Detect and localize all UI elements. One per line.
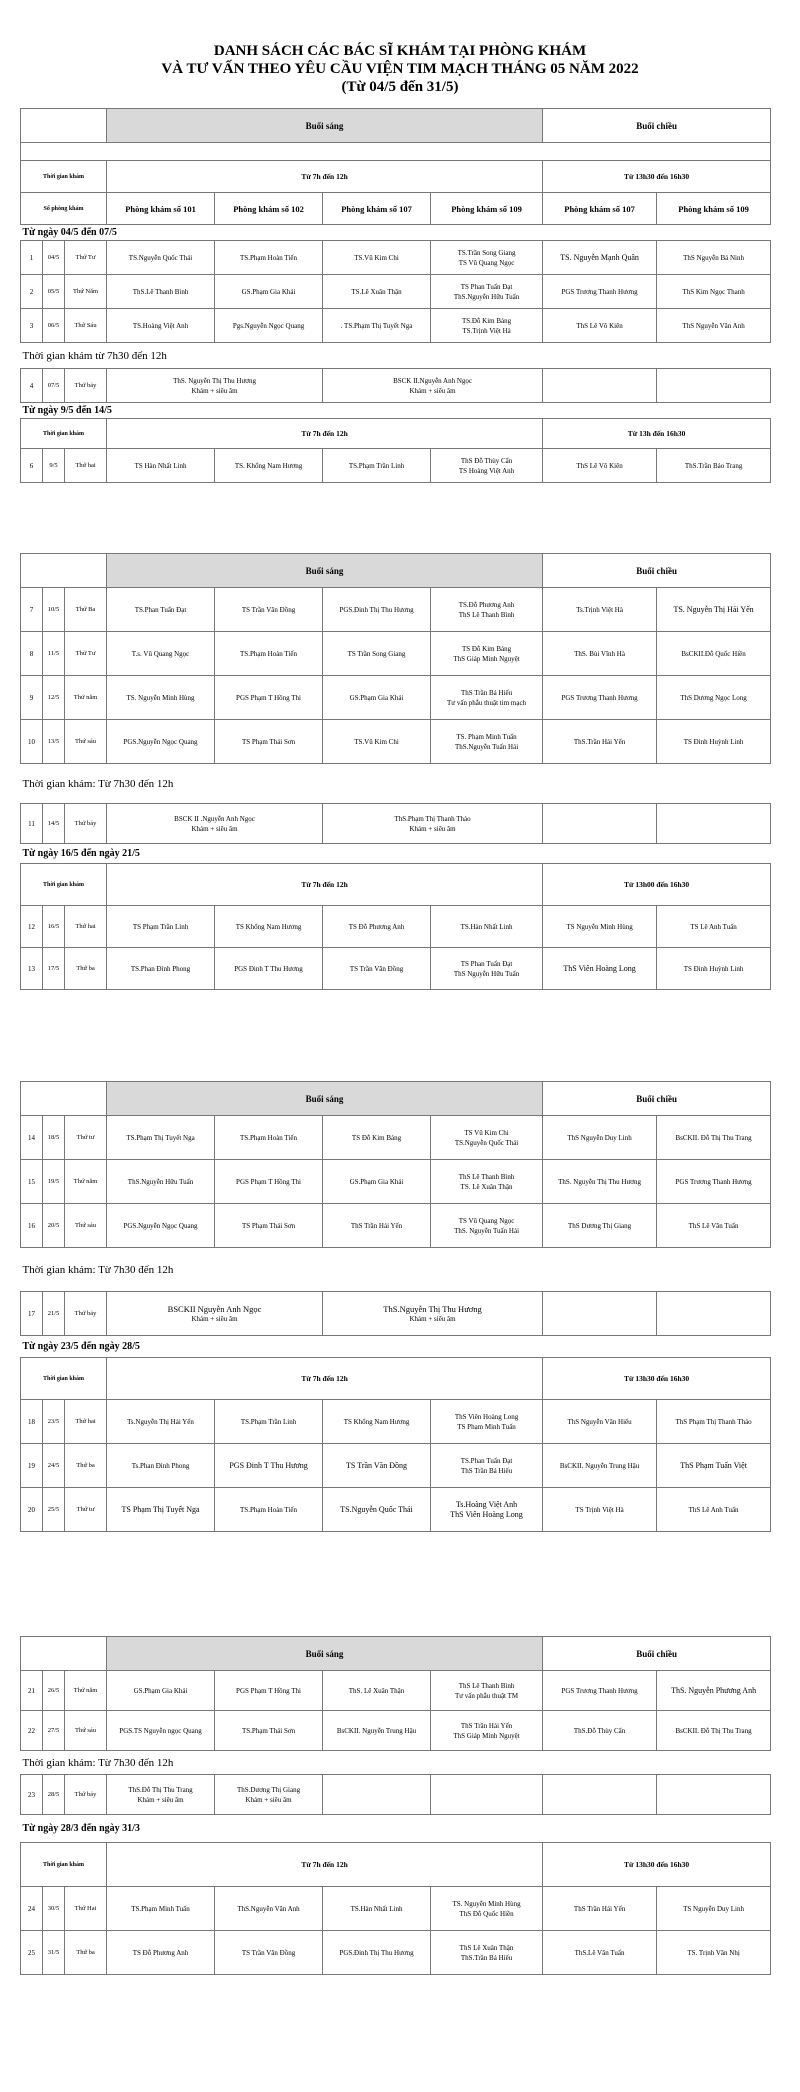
- clinic-header: Phòng khám số 101: [107, 193, 215, 225]
- clinic-header: Phòng khám số 109: [657, 193, 771, 225]
- row-number: 6: [21, 449, 43, 483]
- doctor-cell: ThS.Trần Bảo Trang: [657, 449, 771, 483]
- schedule-table-1: [20, 108, 771, 483]
- row-weekday: Thứ sáu: [65, 720, 107, 764]
- doctor-cell: ThS Lê Võ Kiên: [543, 449, 657, 483]
- doctor-cell: PGS Phạm T Hồng Thi: [215, 1160, 323, 1204]
- row-number: 12: [21, 906, 43, 948]
- row-weekday: Thứ năm: [65, 1671, 107, 1711]
- row-number: 4: [21, 369, 43, 403]
- row-date: 21/5: [43, 1292, 65, 1336]
- doctor-cell: GS.Phạm Gia Khải: [107, 1671, 215, 1711]
- doctor-cell: ThS Nguyễn Văn Anh: [657, 309, 771, 343]
- row-number: 18: [21, 1400, 43, 1444]
- row-date: 19/5: [43, 1160, 65, 1204]
- empty-cell: [543, 369, 657, 403]
- title-line-3: (Từ 04/5 đến 31/5): [341, 79, 459, 95]
- row-weekday: Thứ Ba: [65, 588, 107, 632]
- doctor-cell: TS.Đỗ Phương Anh ThS Lê Thanh Bình: [431, 588, 543, 632]
- row-number: 9: [21, 676, 43, 720]
- doctor-cell: TS.Lê Xuân Thận: [323, 275, 431, 309]
- row-date: 30/5: [43, 1887, 65, 1931]
- doctor-cell: TS.Phan Tuấn Đạt: [107, 588, 215, 632]
- doctor-cell: TS Vũ Quang Ngọc ThS. Nguyễn Tuấn Hải: [431, 1204, 543, 1248]
- afternoon-header: Buổi chiều: [543, 1637, 771, 1671]
- row-date: 23/5: [43, 1400, 65, 1444]
- doctor-cell: TS Trần Văn Đồng: [323, 1444, 431, 1488]
- doctor-cell: TS Nguyễn Minh Hùng: [543, 906, 657, 948]
- pm-hours: Từ 13h00 đến 16h30: [543, 864, 771, 906]
- row-date: 12/5: [43, 676, 65, 720]
- empty-cell: [543, 804, 657, 844]
- empty-cell: [543, 1292, 657, 1336]
- row-weekday: Thứ bảy: [65, 1292, 107, 1336]
- row-number: 22: [21, 1711, 43, 1751]
- row-number: 16: [21, 1204, 43, 1248]
- doctor-cell: ThS Lê Thanh Bình TS. Lê Xuân Thận: [431, 1160, 543, 1204]
- doctor-cell: TS.Phạm Hoàn Tiến: [215, 1488, 323, 1532]
- doctor-cell: . TS.Phạm Thị Tuyết Nga: [323, 309, 431, 343]
- am-hours: Từ 7h đến 12h: [107, 1358, 543, 1400]
- doctor-cell: TS Đỗ Phương Anh: [107, 1931, 215, 1975]
- afternoon-header: Buổi chiều: [543, 109, 771, 143]
- doctor-cell: TS.Phạm Trần Linh: [323, 449, 431, 483]
- exam-time-note: Thời gian khám: Từ 7h30 đến 12h: [22, 1263, 174, 1276]
- doctor-cell: TS Phan Tuấn Đạt ThS.Nguyễn Hữu Tuấn: [431, 275, 543, 309]
- doctor-cell: BsCKII. Đỗ Thị Thu Trang: [657, 1116, 771, 1160]
- doctor-cell: ThS Trần Hải Yến: [323, 1204, 431, 1248]
- empty-cell: [431, 1775, 543, 1815]
- time-label: Thời gian khám: [21, 1843, 107, 1887]
- doctor-cell: Ts.Nguyễn Thị Hải Yến: [107, 1400, 215, 1444]
- doctor-cell: TS. Khổng Nam Hương: [215, 449, 323, 483]
- doctor-cell: ThS.Lê Thanh Bình: [107, 275, 215, 309]
- doctor-cell: TS.Nguyễn Quốc Thái: [107, 241, 215, 275]
- row-date: 16/5: [43, 906, 65, 948]
- row-number: 24: [21, 1887, 43, 1931]
- doctor-cell: TS.Vũ Kim Chi: [323, 720, 431, 764]
- row-date: 28/5: [43, 1775, 65, 1815]
- doctor-cell: ThS Lê Văn Tuấn: [657, 1204, 771, 1248]
- row-date: 14/5: [43, 804, 65, 844]
- doctor-cell: GS.Phạm Gia Khải: [323, 1160, 431, 1204]
- pm-hours: Từ 13h30 đến 16h30: [543, 161, 771, 193]
- schedule-table-4: [20, 1636, 771, 1975]
- doctor-cell: ThS Dương Ngọc Long: [657, 676, 771, 720]
- row-number: 3: [21, 309, 43, 343]
- row-date: 27/5: [43, 1711, 65, 1751]
- doctor-cell: ThS.Phạm Thị Thanh Thảo Khám + siêu âm: [323, 804, 543, 844]
- doctor-cell: TS.Phan Tuấn Đạt ThS Trần Bá Hiếu: [431, 1444, 543, 1488]
- row-weekday: Thứ Hai: [65, 1887, 107, 1931]
- doctor-cell: ThS. Bùi Vĩnh Hà: [543, 632, 657, 676]
- doctor-cell: TS Hàn Nhất Linh: [107, 449, 215, 483]
- corner-cell: [21, 1082, 107, 1116]
- doctor-cell: ThS Trần Bá Hiếu Tư vấn phẫu thuật tim mạch: [431, 676, 543, 720]
- exam-time-note: Thời gian khám từ 7h30 đến 12h: [22, 349, 167, 362]
- doctor-cell: ThS. Nguyễn Thị Thu Hương Khám + siêu âm: [107, 369, 323, 403]
- empty-cell: [543, 1775, 657, 1815]
- doctor-cell: ThS.Lê Văn Tuấn: [543, 1931, 657, 1975]
- schedule-table-3: [20, 1081, 771, 1532]
- doctor-cell: ThS.Trần Hải Yến: [543, 720, 657, 764]
- doctor-cell: TS.Phan Đình Phong: [107, 948, 215, 990]
- row-number: 2: [21, 275, 43, 309]
- row-date: 05/5: [43, 275, 65, 309]
- empty-cell: [657, 804, 771, 844]
- doctor-cell: ThS Lê Võ Kiên: [543, 309, 657, 343]
- doctor-cell: TS Đỗ Kim Bảng ThS Giáp Minh Nguyệt: [431, 632, 543, 676]
- doctor-cell: TS.Trần Song Giang TS Vũ Quang Ngọc: [431, 241, 543, 275]
- document-title: [0, 0, 800, 96]
- doctor-cell: TS Phạm Thị Tuyết Nga: [107, 1488, 215, 1532]
- doctor-cell: BsCKII. Đỗ Thị Thu Trang: [657, 1711, 771, 1751]
- row-number: 8: [21, 632, 43, 676]
- row-weekday: Thứ sáu: [65, 1204, 107, 1248]
- doctor-cell: GS.Phạm Gia Khải: [323, 676, 431, 720]
- time-label: Thời gian khám: [21, 419, 107, 449]
- row-date: 24/5: [43, 1444, 65, 1488]
- doctor-cell: TS Đỗ Kim Bảng: [323, 1116, 431, 1160]
- doctor-cell: TS Vũ Kim Chi TS.Nguyễn Quốc Thái: [431, 1116, 543, 1160]
- row-date: 31/5: [43, 1931, 65, 1975]
- doctor-cell: ThS. Lê Xuân Thận: [323, 1671, 431, 1711]
- row-weekday: Thứ hai: [65, 1400, 107, 1444]
- morning-header: Buổi sáng: [107, 1637, 543, 1671]
- doctor-cell: TS Trần Văn Đồng: [215, 1931, 323, 1975]
- morning-header: Buổi sáng: [107, 554, 543, 588]
- doctor-cell: BSCKII Nguyễn Anh Ngọc Khám + siêu âm: [107, 1292, 323, 1336]
- doctor-cell: ThS Viên Hoàng Long TS Phạm Minh Tuấn: [431, 1400, 543, 1444]
- doctor-cell: BsCKII. Nguyễn Trung Hậu: [543, 1444, 657, 1488]
- doctor-cell: TS Đinh Huỳnh Linh: [657, 720, 771, 764]
- row-number: 11: [21, 804, 43, 844]
- doctor-cell: BSCK II .Nguyễn Anh Ngọc Khám + siêu âm: [107, 804, 323, 844]
- row-weekday: Thứ năm: [65, 676, 107, 720]
- row-weekday: Thứ Năm: [65, 275, 107, 309]
- doctor-cell: TS Đỗ Phương Anh: [323, 906, 431, 948]
- row-weekday: Thứ bảy: [65, 369, 107, 403]
- row-number: 15: [21, 1160, 43, 1204]
- doctor-cell: ThS Dương Thị Giang: [543, 1204, 657, 1248]
- doctor-cell: PGS.Nguyễn Ngọc Quang: [107, 720, 215, 764]
- doctor-cell: ThS.Đỗ Thùy Cẩn: [543, 1711, 657, 1751]
- schedule-page-4: [20, 1636, 770, 1975]
- doctor-cell: ThS Lê Thanh Bình Tư vấn phẫu thuật TM: [431, 1671, 543, 1711]
- doctor-cell: ThS Trần Hải Yến: [543, 1887, 657, 1931]
- doctor-cell: TS Trịnh Việt Hà: [543, 1488, 657, 1532]
- row-date: 11/5: [43, 632, 65, 676]
- doctor-cell: TS. Phạm Minh Tuấn ThS.Nguyễn Tuấn Hải: [431, 720, 543, 764]
- pm-hours: Từ 13h30 đến 16h30: [543, 1358, 771, 1400]
- doctor-cell: ThS Viên Hoàng Long: [543, 948, 657, 990]
- row-number: 10: [21, 720, 43, 764]
- doctor-cell: TS Trần Văn Đồng: [323, 948, 431, 990]
- doctor-cell: TS. Nguyễn Minh Hùng ThS Đỗ Quốc Hiền: [431, 1887, 543, 1931]
- doctor-cell: TS Đinh Huỳnh Linh: [657, 948, 771, 990]
- doctor-cell: ThS Trần Hải Yến ThS Giáp Minh Nguyệt: [431, 1711, 543, 1751]
- row-date: 18/5: [43, 1116, 65, 1160]
- row-number: 19: [21, 1444, 43, 1488]
- exam-time-note: Thời gian khám: Từ 7h30 đến 12h: [22, 777, 174, 790]
- corner-cell: [21, 1637, 107, 1671]
- doctor-cell: TS Trần Song Giang: [323, 632, 431, 676]
- doctor-cell: PGS Phạm T Hồng Thi: [215, 676, 323, 720]
- schedule-table-2: [20, 553, 771, 990]
- doctor-cell: TS. Trịnh Văn Nhị: [657, 1931, 771, 1975]
- doctor-cell: PGS.Đinh Thị Thu Hương: [323, 1931, 431, 1975]
- row-weekday: Thứ sáu: [65, 1711, 107, 1751]
- afternoon-header: Buổi chiều: [543, 554, 771, 588]
- clinic-header: Phòng khám số 102: [215, 193, 323, 225]
- doctor-cell: PGS.Nguyễn Ngọc Quang: [107, 1204, 215, 1248]
- row-date: 13/5: [43, 720, 65, 764]
- row-number: 13: [21, 948, 43, 990]
- time-label: Thời gian khám: [21, 1358, 107, 1400]
- am-hours: Từ 7h đến 12h: [107, 419, 543, 449]
- doctor-cell: ThS Đỗ Thùy Cẩn TS Hoàng Việt Anh: [431, 449, 543, 483]
- schedule-page-3: [20, 1081, 770, 1532]
- doctor-cell: TS Phan Tuấn Đạt ThS Nguyễn Hữu Tuấn: [431, 948, 543, 990]
- doctor-cell: Ts.Trịnh Việt Hà: [543, 588, 657, 632]
- pm-hours: Từ 13h đến 16h30: [543, 419, 771, 449]
- row-number: 7: [21, 588, 43, 632]
- row-number: 14: [21, 1116, 43, 1160]
- doctor-cell: T.s. Vũ Quang Ngọc: [107, 632, 215, 676]
- empty-cell: [657, 1775, 771, 1815]
- week-heading: Từ ngày 16/5 đến ngày 21/5: [22, 847, 140, 859]
- row-weekday: Thứ ba: [65, 948, 107, 990]
- row-date: 9/5: [43, 449, 65, 483]
- week-heading: Từ ngày 9/5 đến 14/5: [22, 404, 112, 416]
- doctor-cell: TS. Nguyễn Mạnh Quân: [543, 241, 657, 275]
- row-number: 21: [21, 1671, 43, 1711]
- clinic-header: Phòng khám số 109: [431, 193, 543, 225]
- afternoon-header: Buổi chiều: [543, 1082, 771, 1116]
- row-weekday: Thứ năm: [65, 1160, 107, 1204]
- row-weekday: Thứ bảy: [65, 804, 107, 844]
- doctor-cell: BSCK II.Nguyễn Anh Ngọc Khám + siêu âm: [323, 369, 543, 403]
- doctor-cell: TS.Hoàng Việt Anh: [107, 309, 215, 343]
- doctor-cell: ThS Phạm Thị Thanh Thảo: [657, 1400, 771, 1444]
- doctor-cell: ThS Nguyễn Bá Ninh: [657, 241, 771, 275]
- doctor-cell: ThS.Nguyễn Văn Anh: [215, 1887, 323, 1931]
- doctor-cell: ThS. Nguyễn Thị Thu Hương: [543, 1160, 657, 1204]
- row-date: 17/5: [43, 948, 65, 990]
- morning-header: Buổi sáng: [107, 109, 543, 143]
- pm-hours: Từ 13h30 đến 16h30: [543, 1843, 771, 1887]
- doctor-cell: ThS.Đỗ Thị Thu Trang Khám + siêu âm: [107, 1775, 215, 1815]
- empty-cell: [657, 1292, 771, 1336]
- doctor-cell: ThS Lê Xuân Thận ThS.Trần Bá Hiếu: [431, 1931, 543, 1975]
- title-line-2: VÀ TƯ VẤN THEO YÊU CẦU VIỆN TIM MẠCH THÁNG 05 NĂM 2022: [161, 61, 639, 77]
- morning-header: Buổi sáng: [107, 1082, 543, 1116]
- row-weekday: Thứ ba: [65, 1444, 107, 1488]
- am-hours: Từ 7h đến 12h: [107, 864, 543, 906]
- row-weekday: Thứ tư: [65, 1488, 107, 1532]
- doctor-cell: TS Nguyễn Duy Linh: [657, 1887, 771, 1931]
- doctor-cell: TS Khổng Nam Hương: [215, 906, 323, 948]
- doctor-cell: GS.Phạm Gia Khải: [215, 275, 323, 309]
- doctor-cell: PGS Trương Thanh Hương: [543, 275, 657, 309]
- schedule-page-1: [20, 108, 770, 483]
- doctor-cell: ThS Phạm Tuấn Việt: [657, 1444, 771, 1488]
- doctor-cell: TS.Hàn Nhất Linh: [323, 1887, 431, 1931]
- time-label: Thời gian khám: [21, 864, 107, 906]
- corner-cell: [21, 554, 107, 588]
- doctor-cell: TS Khổng Nam Hương: [323, 1400, 431, 1444]
- doctor-cell: ThS Nguyễn Duy Linh: [543, 1116, 657, 1160]
- row-date: 25/5: [43, 1488, 65, 1532]
- doctor-cell: ThS. Nguyễn Phương Anh: [657, 1671, 771, 1711]
- doctor-cell: TS.Phạm Hoàn Tiến: [215, 241, 323, 275]
- schedule-page-2: [20, 553, 770, 990]
- doctor-cell: BsCKII.Đỗ Quốc Hiền: [657, 632, 771, 676]
- week-heading: Từ ngày 04/5 đến 07/5: [22, 226, 117, 238]
- row-weekday: Thứ Sáu: [65, 309, 107, 343]
- row-weekday: Thứ hai: [65, 906, 107, 948]
- row-number: 1: [21, 241, 43, 275]
- corner-cell: [21, 109, 107, 143]
- row-number: 25: [21, 1931, 43, 1975]
- doctor-cell: TS.Phạm Thái Sơn: [215, 1711, 323, 1751]
- row-date: 04/5: [43, 241, 65, 275]
- doctor-cell: TS Trần Văn Đồng: [215, 588, 323, 632]
- doctor-cell: Ts.Hoàng Việt Anh ThS Viên Hoàng Long: [431, 1488, 543, 1532]
- doctor-cell: TS.Nguyễn Quốc Thái: [323, 1488, 431, 1532]
- time-label: Thời gian khám: [21, 161, 107, 193]
- doctor-cell: TS. Nguyễn Thị Hải Yến: [657, 588, 771, 632]
- doctor-cell: TS Phạm Thái Sơn: [215, 1204, 323, 1248]
- doctor-cell: TS.Hàn Nhất Linh: [431, 906, 543, 948]
- doctor-cell: ThS.Nguyễn Thị Thu Hương Khám + siêu âm: [323, 1292, 543, 1336]
- doctor-cell: TS.Phạm Hoàn Tiến: [215, 1116, 323, 1160]
- doctor-cell: Ts.Phan Đình Phong: [107, 1444, 215, 1488]
- doctor-cell: ThS Lê Anh Tuấn: [657, 1488, 771, 1532]
- empty-cell: [323, 1775, 431, 1815]
- am-hours: Từ 7h đến 12h: [107, 161, 543, 193]
- title-line-1: DANH SÁCH CÁC BÁC SĨ KHÁM TẠI PHÒNG KHÁM: [213, 43, 587, 59]
- row-number: 20: [21, 1488, 43, 1532]
- doctor-cell: TS.Đỗ Kim Bảng TS.Trịnh Việt Hà: [431, 309, 543, 343]
- doctor-cell: PGS.Đinh Thị Thu Hương: [323, 588, 431, 632]
- doctor-cell: PGS Đinh T Thu Hương: [215, 1444, 323, 1488]
- clinic-header: Phòng khám số 107: [323, 193, 431, 225]
- row-weekday: Thứ tư: [65, 1116, 107, 1160]
- doctor-cell: TS.Vũ Kim Chi: [323, 241, 431, 275]
- doctor-cell: PGS Đinh T Thu Hương: [215, 948, 323, 990]
- doctor-cell: TS Phạm Thái Sơn: [215, 720, 323, 764]
- doctor-cell: PGS Trương Thanh Hương: [543, 1671, 657, 1711]
- doctor-cell: TS Phạm Trần Linh: [107, 906, 215, 948]
- row-date: 10/5: [43, 588, 65, 632]
- doctor-cell: TS.Phạm Thị Tuyết Nga: [107, 1116, 215, 1160]
- row-date: 07/5: [43, 369, 65, 403]
- exam-time-note: Thời gian khám: Từ 7h30 đến 12h: [22, 1756, 174, 1769]
- row-weekday: Thứ Tư: [65, 632, 107, 676]
- doctor-cell: Pgs.Nguyễn Ngọc Quang: [215, 309, 323, 343]
- doctor-cell: BsCKII. Nguyễn Trung Hậu: [323, 1711, 431, 1751]
- am-hours: Từ 7h đến 12h: [107, 1843, 543, 1887]
- doctor-cell: PGS.TS Nguyễn ngọc Quang: [107, 1711, 215, 1751]
- doctor-cell: PGS Trương Thanh Hương: [657, 1160, 771, 1204]
- doctor-cell: ThS.Nguyễn Hữu Tuấn: [107, 1160, 215, 1204]
- clinic-label: Số phòng khám: [21, 193, 107, 225]
- doctor-cell: TS. Nguyễn Minh Hùng: [107, 676, 215, 720]
- doctor-cell: TS.Phạm Trần Linh: [215, 1400, 323, 1444]
- doctor-cell: ThS Kim Ngọc Thanh: [657, 275, 771, 309]
- row-weekday: Thứ bảy: [65, 1775, 107, 1815]
- row-date: 06/5: [43, 309, 65, 343]
- row-weekday: Thứ Tư: [65, 241, 107, 275]
- doctor-cell: PGS Trương Thanh Hương: [543, 676, 657, 720]
- week-heading: Từ ngày 23/5 đến ngày 28/5: [22, 1340, 140, 1352]
- row-date: 20/5: [43, 1204, 65, 1248]
- doctor-cell: TS.Phạm Minh Tuấn: [107, 1887, 215, 1931]
- doctor-cell: ThS.Dương Thị Giang Khám + siêu âm: [215, 1775, 323, 1815]
- spacer-row: [21, 143, 771, 161]
- doctor-cell: TS Lê Anh Tuấn: [657, 906, 771, 948]
- clinic-header: Phòng khám số 107: [543, 193, 657, 225]
- row-date: 26/5: [43, 1671, 65, 1711]
- row-weekday: Thứ hai: [65, 449, 107, 483]
- row-number: 23: [21, 1775, 43, 1815]
- doctor-cell: ThS Nguyễn Văn Hiếu: [543, 1400, 657, 1444]
- row-number: 17: [21, 1292, 43, 1336]
- row-weekday: Thứ ba: [65, 1931, 107, 1975]
- doctor-cell: TS.Phạm Hoàn Tiến: [215, 632, 323, 676]
- doctor-cell: PGS Phạm T Hồng Thi: [215, 1671, 323, 1711]
- week-heading: Từ ngày 28/3 đến ngày 31/3: [22, 1822, 140, 1834]
- empty-cell: [657, 369, 771, 403]
